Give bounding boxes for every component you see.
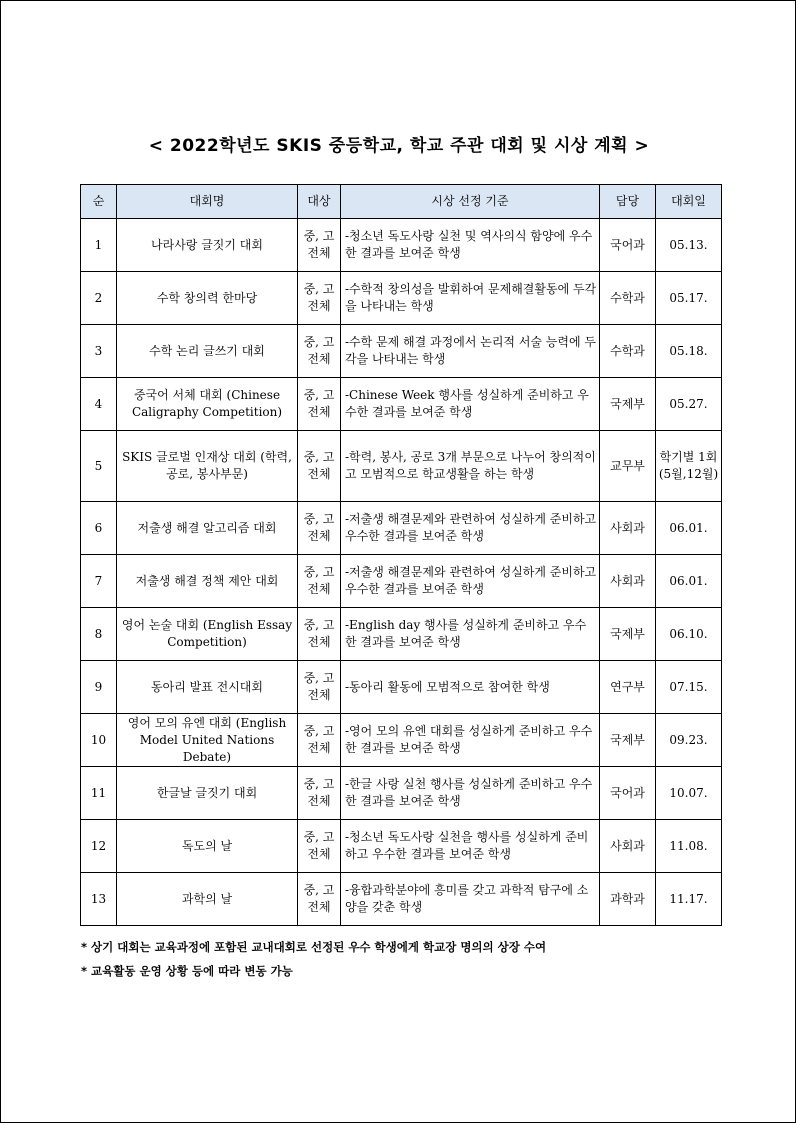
cell-no: 11 [81, 767, 117, 820]
cell-date: 05.18. [656, 325, 722, 378]
header-criteria: 시상 선정 기준 [341, 185, 600, 219]
cell-no: 9 [81, 661, 117, 714]
cell-date: 06.10. [656, 608, 722, 661]
cell-criteria: -학력, 봉사, 공로 3개 부문으로 나누어 창의적이고 모범적으로 학교생활을 하는 학생 [341, 431, 600, 502]
cell-no: 1 [81, 219, 117, 272]
cell-dept: 국제부 [600, 714, 656, 767]
cell-name: 중국어 서체 대회 (Chinese Caligraphy Competition) [117, 378, 298, 431]
cell-target: 중, 고 전체 [298, 219, 341, 272]
header-no: 순 [81, 185, 117, 219]
table-row [81, 767, 722, 820]
cell-dept: 과학과 [600, 873, 656, 926]
cell-no: 12 [81, 820, 117, 873]
cell-name: 과학의 날 [117, 873, 298, 926]
cell-name: 한글날 글짓기 대회 [117, 767, 298, 820]
cell-name: 저출생 해결 정책 제안 대회 [117, 555, 298, 608]
table-row [81, 608, 722, 661]
cell-name: 영어 모의 유엔 대회 (English Model United Nations Debate) [117, 714, 298, 767]
cell-criteria: -융합과학분야에 흥미를 갖고 과학적 탐구에 소양을 갖춘 학생 [341, 873, 600, 926]
cell-no: 2 [81, 272, 117, 325]
cell-target: 중, 고 전체 [298, 714, 341, 767]
footnotes [81, 937, 741, 985]
cell-criteria: -수학 문제 해결 과정에서 논리적 서술 능력에 두각을 나타내는 학생 [341, 325, 600, 378]
header-date: 대회일 [656, 185, 722, 219]
cell-no: 3 [81, 325, 117, 378]
cell-criteria: -저출생 해결문제와 관련하여 성실하게 준비하고 우수한 결과를 보여준 학생 [341, 502, 600, 555]
cell-target: 중, 고 전체 [298, 873, 341, 926]
cell-criteria: -영어 모의 유엔 대회를 성실하게 준비하고 우수한 결과를 보여준 학생 [341, 714, 600, 767]
cell-target: 중, 고 전체 [298, 325, 341, 378]
cell-date: 07.15. [656, 661, 722, 714]
cell-name: 독도의 날 [117, 820, 298, 873]
cell-target: 중, 고 전체 [298, 820, 341, 873]
cell-no: 10 [81, 714, 117, 767]
cell-date: 09.23. [656, 714, 722, 767]
cell-dept: 사회과 [600, 555, 656, 608]
cell-dept: 국제부 [600, 608, 656, 661]
cell-date: 06.01. [656, 502, 722, 555]
cell-name: 수학 논리 글쓰기 대회 [117, 325, 298, 378]
cell-no: 13 [81, 873, 117, 926]
cell-date: 05.13. [656, 219, 722, 272]
table-row [81, 325, 722, 378]
cell-no: 4 [81, 378, 117, 431]
cell-name: 수학 창의력 한마당 [117, 272, 298, 325]
cell-criteria: -청소년 독도사랑 실천 및 역사의식 함양에 우수한 결과를 보여준 학생 [341, 219, 600, 272]
cell-criteria: -English day 행사를 성실하게 준비하고 우수한 결과를 보여준 학생 [341, 608, 600, 661]
cell-target: 중, 고 전체 [298, 767, 341, 820]
cell-name: 나라사랑 글짓기 대회 [117, 219, 298, 272]
cell-name: 동아리 발표 전시대회 [117, 661, 298, 714]
table-row [81, 378, 722, 431]
cell-dept: 수학과 [600, 272, 656, 325]
table-row [81, 820, 722, 873]
cell-no: 5 [81, 431, 117, 502]
table-row [81, 272, 722, 325]
cell-date: 06.01. [656, 555, 722, 608]
cell-dept: 연구부 [600, 661, 656, 714]
cell-no: 6 [81, 502, 117, 555]
cell-date: 11.17. [656, 873, 722, 926]
cell-target: 중, 고 전체 [298, 272, 341, 325]
cell-no: 7 [81, 555, 117, 608]
table-header-row [81, 185, 722, 219]
cell-target: 중, 고 전체 [298, 378, 341, 431]
cell-dept: 수학과 [600, 325, 656, 378]
cell-target: 중, 고 전체 [298, 608, 341, 661]
cell-dept: 사회과 [600, 820, 656, 873]
cell-dept: 국어과 [600, 219, 656, 272]
cell-date: 05.17. [656, 272, 722, 325]
table-row [81, 661, 722, 714]
header-target: 대상 [298, 185, 341, 219]
page-title: < 2022학년도 SKIS 중등학교, 학교 주관 대회 및 시상 계획 > [148, 136, 650, 156]
table-row [81, 219, 722, 272]
competition-table [80, 184, 722, 926]
footnote-award: * 상기 대회는 교육과정에 포함된 교내대회로 선정된 우수 학생에게 학교장 명의의 상장 수여 [81, 940, 547, 954]
cell-criteria: -Chinese Week 행사를 성실하게 준비하고 우수한 결과를 보여준 학생 [341, 378, 600, 431]
table-row [81, 502, 722, 555]
cell-date: 05.27. [656, 378, 722, 431]
cell-date: 10.07. [656, 767, 722, 820]
cell-target: 중, 고 전체 [298, 502, 341, 555]
cell-criteria: -수학적 창의성을 발휘하여 문제해결활동에 두각을 나타내는 학생 [341, 272, 600, 325]
cell-dept: 교무부 [600, 431, 656, 502]
cell-date: 학기별 1회 (5월,12월) [656, 431, 722, 502]
cell-target: 중, 고 전체 [298, 431, 341, 502]
table-row [81, 714, 722, 767]
table-row [81, 555, 722, 608]
cell-date: 11.08. [656, 820, 722, 873]
cell-criteria: -청소년 독도사랑 실천을 행사를 성실하게 준비하고 우수한 결과를 보여준 학생 [341, 820, 600, 873]
cell-dept: 국제부 [600, 378, 656, 431]
table-row [81, 873, 722, 926]
header-name: 대회명 [117, 185, 298, 219]
cell-name: 저출생 해결 알고리즘 대회 [117, 502, 298, 555]
cell-dept: 국어과 [600, 767, 656, 820]
cell-dept: 사회과 [600, 502, 656, 555]
table-row [81, 431, 722, 502]
cell-criteria: -동아리 활동에 모범적으로 참여한 학생 [341, 661, 600, 714]
cell-target: 중, 고 전체 [298, 661, 341, 714]
cell-target: 중, 고 전체 [298, 555, 341, 608]
header-dept: 담당 [600, 185, 656, 219]
cell-criteria: -한글 사랑 실천 행사를 성실하게 준비하고 우수한 결과를 보여준 학생 [341, 767, 600, 820]
cell-no: 8 [81, 608, 117, 661]
cell-name: SKIS 글로벌 인재상 대회 (학력, 공로, 봉사부문) [117, 431, 298, 502]
cell-criteria: -저출생 해결문제와 관련하여 성실하게 준비하고 우수한 결과를 보여준 학생 [341, 555, 600, 608]
cell-name: 영어 논술 대회 (English Essay Competition) [117, 608, 298, 661]
footnote-change: * 교육활동 운영 상황 등에 따라 변동 가능 [81, 964, 293, 978]
